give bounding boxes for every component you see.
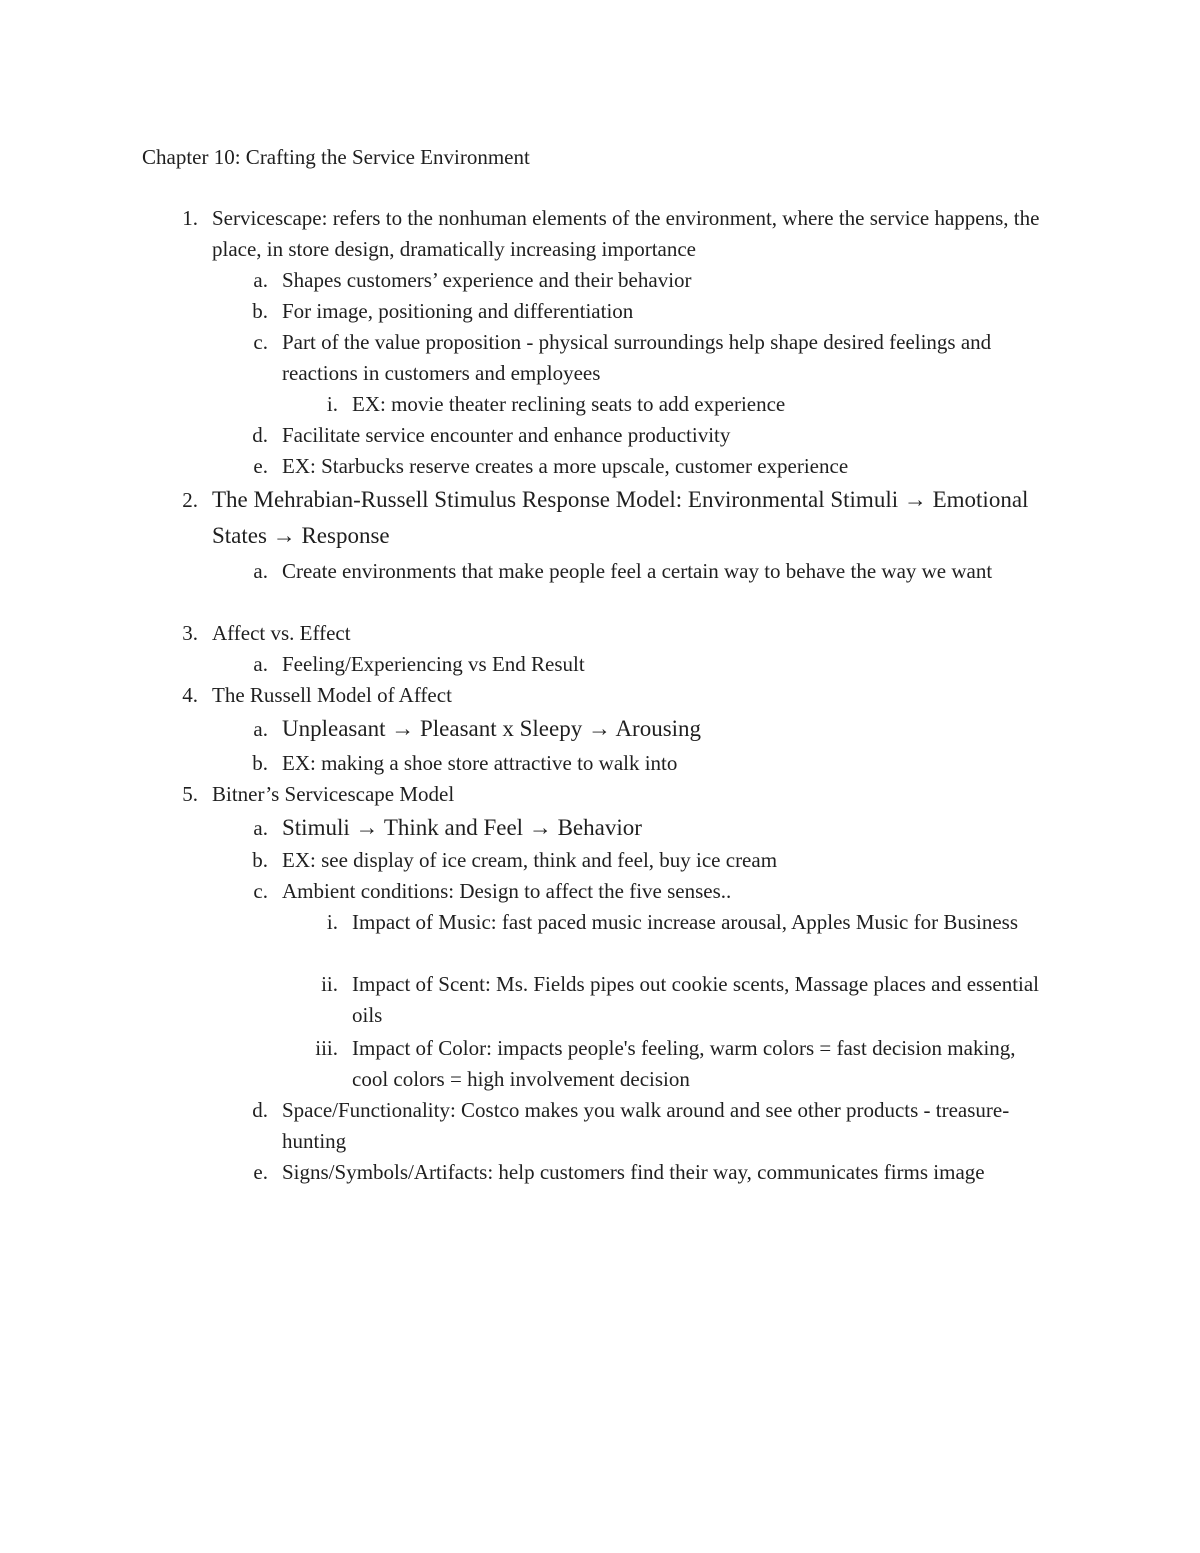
list-item-1a (212, 265, 1042, 296)
list-marker: ii. (321, 972, 338, 996)
list-item-text: Unpleasant → Pleasant x Sleepy → Arousing (282, 716, 702, 741)
list-item-5 (142, 779, 1042, 810)
list-marker: c. (253, 879, 268, 903)
list-item-text: Stimuli → Think and Feel → Behavior (282, 815, 642, 840)
list-item-text: EX: making a shoe store attractive to walk into (282, 751, 678, 775)
list-marker: 4. (182, 683, 198, 707)
list-item-3a (212, 649, 1042, 680)
list-marker: b. (252, 299, 268, 323)
list-item-text: EX: Starbucks reserve creates a more upscale, customer experience (282, 454, 849, 478)
list-item-2a (212, 556, 1042, 587)
list-item-text: Impact of Scent: Ms. Fields pipes out cookie scents, Massage places and essential oils (352, 972, 1040, 1027)
list-item-4a (212, 711, 1042, 747)
list-item-text: Shapes customers’ experience and their behavior (282, 268, 692, 292)
list-marker: 1. (182, 206, 198, 230)
list-item-text: Bitner’s Servicescape Model (212, 782, 455, 806)
list-item-text: Impact of Color: impacts people's feeling, warm colors = fast decision making, cool colors = high involvement decision (352, 1036, 1016, 1091)
list-item-5c-iii (282, 1033, 1042, 1095)
list-marker: a. (253, 268, 268, 292)
list-item-text: Create environments that make people feel a certain way to behave the way we want (282, 559, 993, 583)
list-item-4b (212, 748, 1042, 779)
list-marker: e. (253, 1160, 268, 1184)
list-item-text: The Russell Model of Affect (212, 683, 452, 707)
list-item-text: Servicescape: refers to the nonhuman elements of the environment, where the service happens, the place, in store design, dramatically increasing importance (212, 206, 1040, 261)
list-marker: 2. (182, 488, 198, 512)
list-marker: d. (252, 1098, 268, 1122)
list-item-5a (212, 810, 1042, 846)
list-item-text: For image, positioning and differentiation (282, 299, 634, 323)
list-marker: b. (252, 848, 268, 872)
list-item-text: Space/Functionality: Costco makes you walk around and see other products - treasure-hunting (282, 1098, 1010, 1153)
list-item-text: Impact of Music: fast paced music increase arousal, Apples Music for Business (352, 910, 1019, 934)
list-item-text: Facilitate service encounter and enhance productivity (282, 423, 731, 447)
list-marker: b. (252, 751, 268, 775)
list-marker: d. (252, 423, 268, 447)
list-item-1e (212, 451, 1042, 482)
list-marker: 3. (182, 621, 198, 645)
list-item-text: EX: movie theater reclining seats to add experience (352, 392, 786, 416)
list-item-1b (212, 296, 1042, 327)
list-item-text: Ambient conditions: Design to affect the five senses.. (282, 879, 732, 903)
list-item-text: Affect vs. Effect (212, 621, 351, 645)
list-item-text: Signs/Symbols/Artifacts: help customers find their way, communicates firms image (282, 1160, 985, 1184)
list-item-1c-i (282, 389, 1042, 420)
list-item-text: Part of the value proposition - physical surroundings help shape desired feelings and reactions in customers and employees (282, 330, 992, 385)
list-marker: iii. (315, 1036, 338, 1060)
list-marker: i. (326, 392, 338, 416)
list-item-5d (212, 1095, 1042, 1157)
list-item-5c-ii (282, 969, 1042, 1031)
list-item-5b (212, 845, 1042, 876)
list-marker: a. (253, 816, 268, 840)
document-title: Chapter 10: Crafting the Service Environment (142, 145, 530, 169)
list-item-2 (142, 482, 1042, 554)
list-marker: a. (253, 717, 268, 741)
list-item-1d (212, 420, 1042, 451)
list-item-5e (212, 1157, 1042, 1188)
list-marker: a. (253, 559, 268, 583)
list-item-5c (212, 876, 1042, 907)
list-item-5c-i (282, 907, 1042, 938)
list-item-4 (142, 680, 1042, 711)
list-item-1c (212, 327, 1042, 389)
list-item-3 (142, 618, 1042, 649)
list-item-text: EX: see display of ice cream, think and feel, buy ice cream (282, 848, 778, 872)
list-marker: i. (326, 910, 338, 934)
list-item-text: Feeling/Experiencing vs End Result (282, 652, 585, 676)
list-marker: c. (253, 330, 268, 354)
list-marker: a. (253, 652, 268, 676)
list-item-text: The Mehrabian-Russell Stimulus Response Model: Environmental Stimuli → Emotional States → Response (212, 487, 1029, 548)
list-marker: 5. (182, 782, 198, 806)
list-item-1 (142, 203, 1042, 265)
list-marker: e. (253, 454, 268, 478)
